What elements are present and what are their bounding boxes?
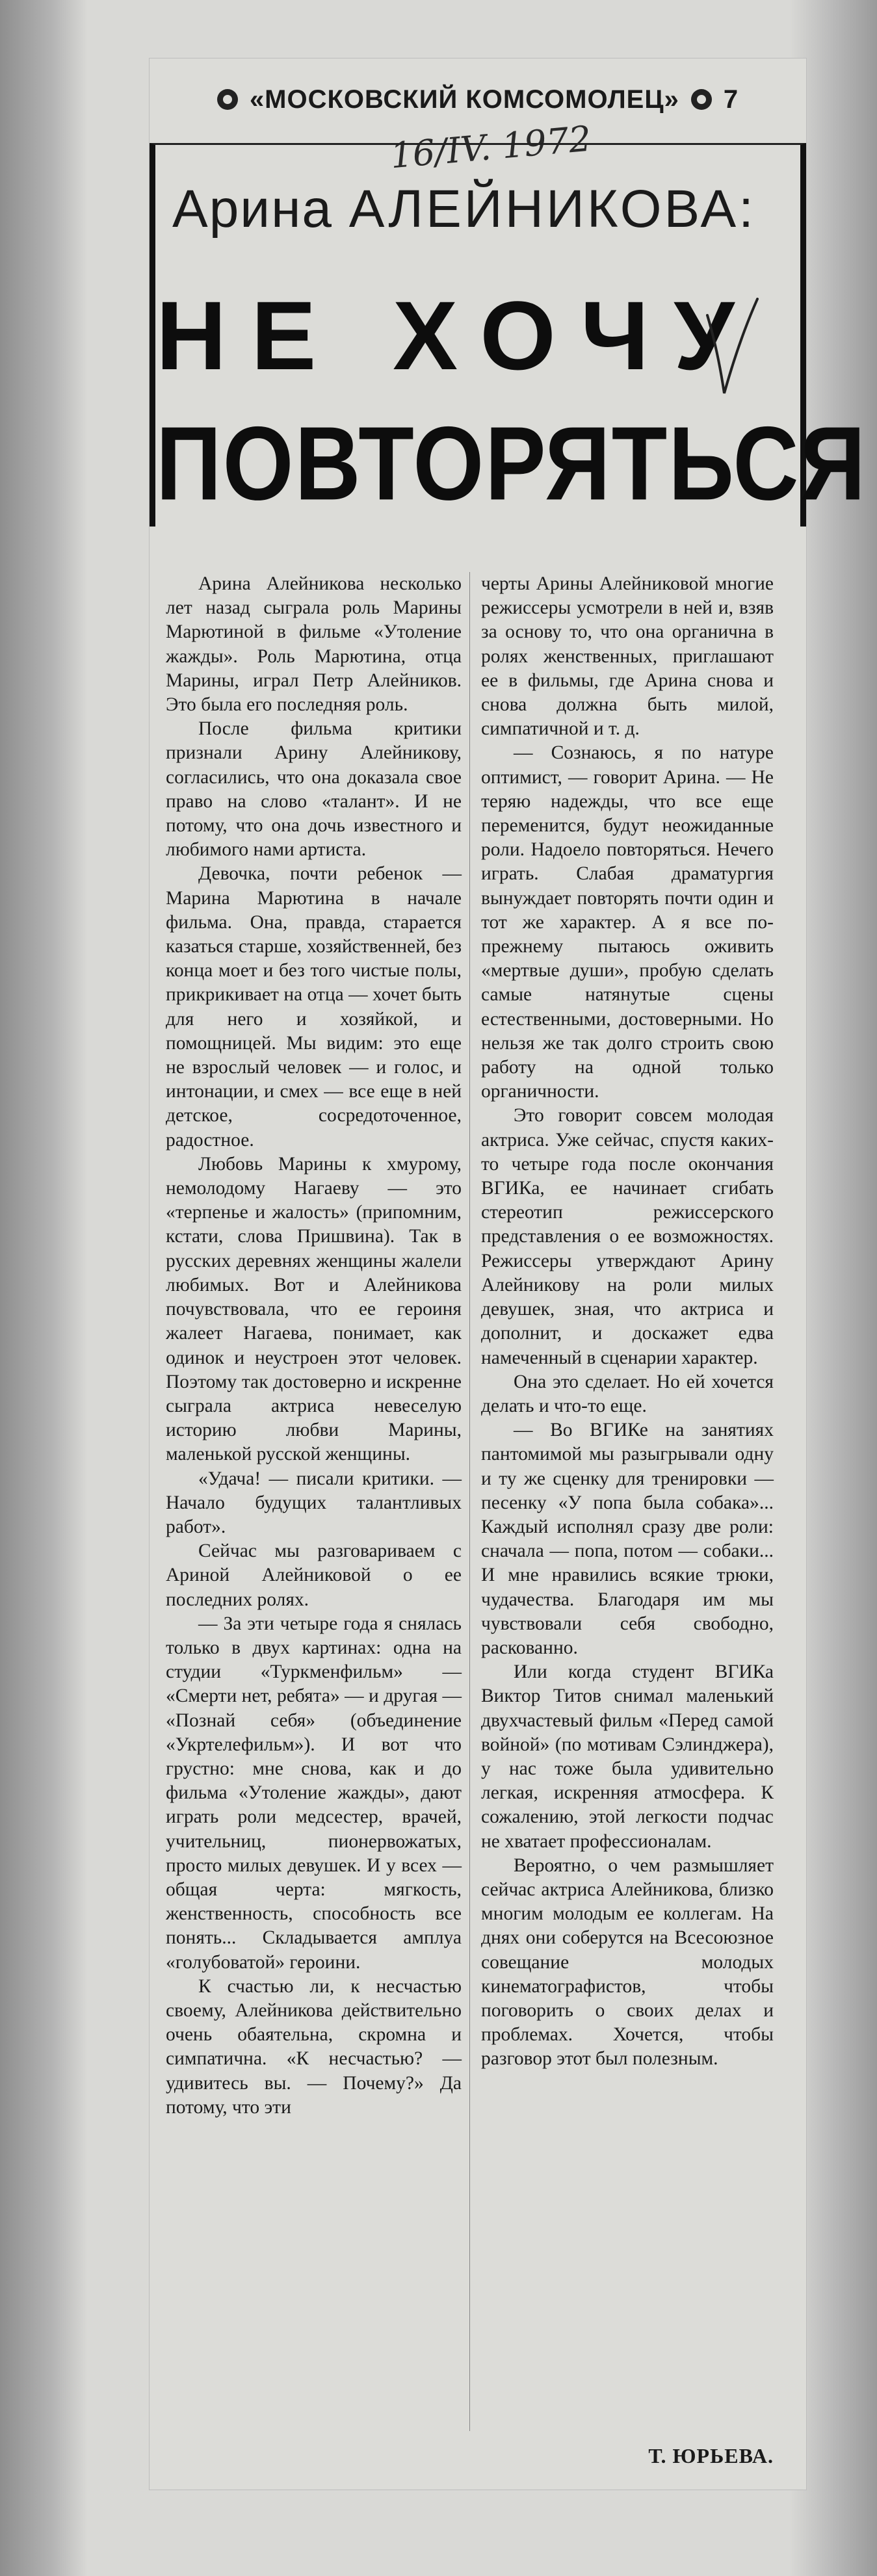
paragraph: черты Арины Алейниковой многие режиссеры усмотрели в ней и, взяв за основу то, что она органична в ролях женственных, приглашают ее в фильмы, где Арина снова и снова должна быть милой, симпатичной и т. д. <box>481 573 774 740</box>
paragraph: Или когда студент ВГИКа Виктор Титов снимал маленький двухчастевый фильм «Перед самой войной» (по мотивам Сэлинджера), у нас тоже была удивительно легкая, искренняя атмосфера. К сожалению, этой легкости подчас не хватает профессионалам. <box>481 1661 774 1852</box>
paragraph: Это говорит совсем молодая актриса. Уже сейчас, спустя каких-то четыре года после окончания ВГИКа, ее начинает сгибать стереотип режиссерского представления о ее возможностях. Режиссеры утверждают Арину Алейникову на роли милых девушек, зная, что актриса и дополнит, и доскажет едва намеченный в сценарии характер. <box>481 1105 774 1368</box>
paragraph: Сейчас мы разговариваем с Ариной Алейниковой о ее последних ролях. <box>166 1541 462 1610</box>
paragraph: К счастью ли, к несчастью своему, Алейникова действительно очень обаятельна, скромна и симпатична. «К несчастью? — удивитесь вы. — Почему?» Да потому, что эти <box>166 1975 462 2118</box>
headline-line-1: НЕ ХОЧУ <box>156 281 759 390</box>
newspaper-name: «МОСКОВСКИЙ КОМСОМОЛЕЦ» <box>249 85 679 114</box>
byline-surname: АЛЕЙНИКОВА: <box>348 179 756 239</box>
order-badge-icon <box>217 89 238 110</box>
order-badge-icon <box>691 89 712 110</box>
page-number: 7 <box>723 85 739 114</box>
handwritten-date: 16/IV. 1972 <box>388 118 593 177</box>
paragraph: Вероятно, о чем размышляет сейчас актриса Алейникова, близко многим молодым ее коллегам. На днях они соберутся на Всесоюзное совещание молодых кинематографистов, чтобы поговорить о своих делах и проблемах. Хочется, чтобы разговор этот был полезным. <box>481 1854 774 2070</box>
byline-given-name: Арина <box>172 179 333 239</box>
handwritten-check-mark-icon <box>702 296 761 400</box>
paragraph: Девочка, почти ребенок — Марина Марютина в начале фильма. Она, правда, старается казаться старше, хозяйственней, без конца моет и без того чистые полы, прикрикивает на отца — хочет быть для него и хозяйкой, и помощницей. Мы видим: это еще не взрослый человек — и голос, и интонации, и смех — все еще в ней детское, сосредоточенное, радостное. <box>166 863 462 1151</box>
paragraph: После фильма критики признали Арину Алейникову, согласились, что она доказала свое право на слово «талант». И не потому, что она дочь известного и любимого нами артиста. <box>166 718 462 861</box>
paragraph: — Сознаюсь, я по натуре оптимист, — говорит Арина. — Не теряю надежды, что все еще переменится, будут неожиданные роли. Надоело повторяться. Нечего играть. Слабая драматургия вынуждает повторять почти один и тот же характер. А я все по-прежнему пытаюсь оживить «мертвые души», пробую сделать самые натянутые сцены естественными, достоверными. Но нельзя же так долго строить свою работу на одной только органичности. <box>481 742 774 1102</box>
paragraph: Любовь Марины к хмурому, немолодому Нагаеву — это «терпенье и жалость» (припомним, кстати, слова Пришвина). Так в русских деревнях женщины жалели любимых. Вот и Алейникова почувствовала, что ее героиня жалеет Нагаева, понимает, как одинок и неустроен этот человек. Поэтому так достоверно и искренне сыграла актриса невеселую историю любви Марины, маленькой русской женщины. <box>166 1153 462 1465</box>
headline-line-2: ПОВТОРЯТЬСЯ <box>156 404 867 522</box>
paragraph: Она это сделает. Но ей хочется делать и что-то еще. <box>481 1371 774 1416</box>
article-column-right <box>481 572 774 2072</box>
paragraph: — Во ВГИКе на занятиях пантомимой мы разыгрывали одну и ту же сценку для тренировки — песенку «У попа была собака»... Каждый исполнял сразу две роли: сначала — попа, потом — собаки... И мне нравились всякие трюки, чудачества. Благодаря им мы чувствовали себя свободно, раскованно. <box>481 1420 774 1658</box>
newspaper-masthead <box>150 77 806 122</box>
paragraph: «Удача! — писали критики. — Начало будущих талантливых работ». <box>166 1468 462 1537</box>
column-divider <box>469 572 470 2431</box>
article-column-left <box>166 572 462 2120</box>
author-signature: Т. ЮРЬЕВА. <box>648 2444 774 2467</box>
article-byline <box>172 179 756 240</box>
paragraph: Арина Алейникова несколько лет назад сыграла роль Марины Марютиной в фильме «Утоление жажды». Роль Марютина, отца Марины, играл Петр Алейников. Это была его последняя роль. <box>166 573 462 716</box>
paragraph: — За эти четыре года я снялась только в двух картинах: одна на студии «Туркменфильм» — «Смерти нет, ребята» — и другая — «Познай себя» (объединение «Укртелефильм»). И вот что грустно: мне снова, как и до фильма «Утоление жажды», дают играть роли медсестер, врачей, учительниц, пионервожатых, просто милых девушек. И у всех — общая черта: мягкость, женственность, способность все понять... Складывается амплуа «голубоватой» героини. <box>166 1613 462 1973</box>
